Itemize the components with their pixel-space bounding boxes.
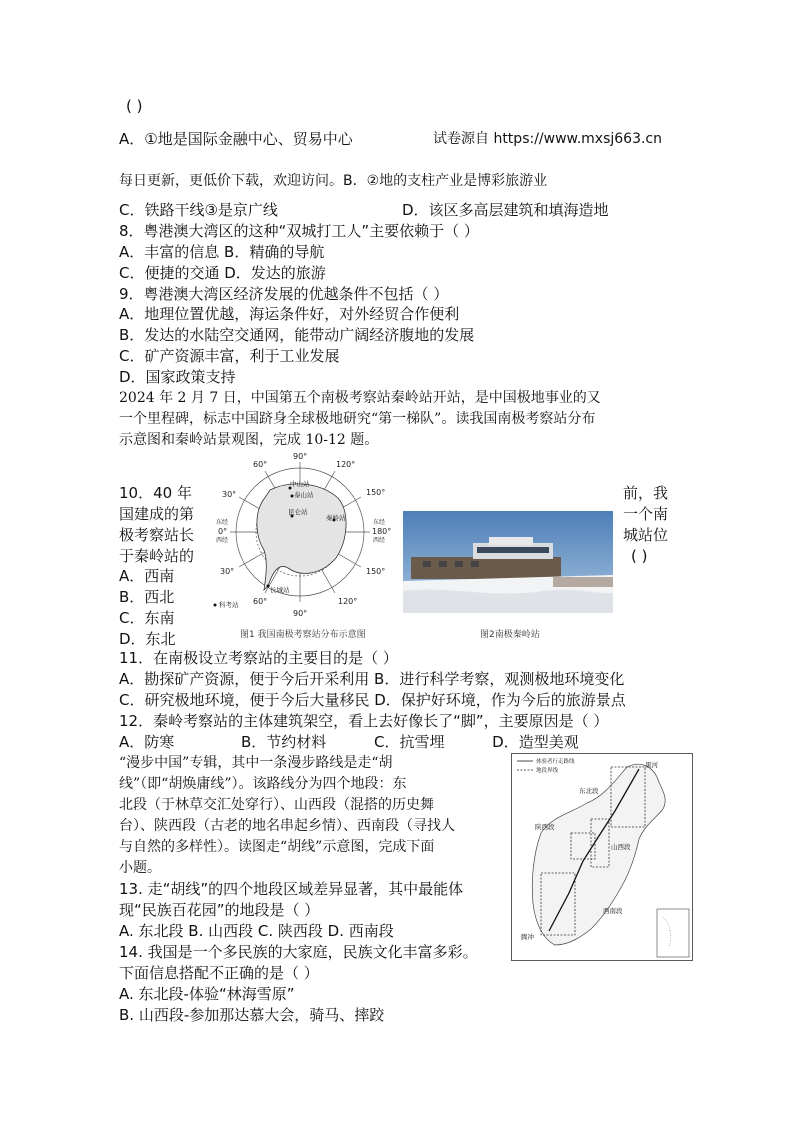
antarctica-landmass — [257, 484, 346, 590]
q8-options-cd: C．便捷的交通 D．发达的旅游 — [119, 264, 326, 282]
q10-right-line1: 前，我 — [623, 484, 669, 502]
hu-line-route-map — [511, 753, 693, 961]
q9-option-b: B．发达的水陆空交通网，能带动广阔经济腹地的发展 — [119, 326, 475, 344]
q10-option-b: B．西北 — [119, 588, 175, 606]
legend-station-label: 科考站 — [219, 601, 239, 609]
east-label-right: 东经 — [373, 519, 386, 526]
lon-120b-label: 120° — [338, 597, 358, 606]
q10-option-d: D．东北 — [119, 630, 176, 648]
q14-line2: 下面信息搭配不正确的是（ ） — [119, 964, 319, 982]
xinan-segment-label: 西南段 — [603, 907, 623, 915]
passage2-line6: 小题。 — [119, 860, 161, 876]
legend-walk-route: 体验者行走路线 — [536, 759, 575, 765]
q8-options-ab: A．丰富的信息 B．精确的导航 — [119, 243, 325, 261]
q9-option-d: D．国家政策支持 — [119, 368, 236, 386]
shaanxi-segment-label: 陕西段 — [535, 823, 555, 831]
lon-180-label: 180° — [372, 527, 392, 536]
q7-option-a: A．①地是国际金融中心、贸易中心 — [119, 130, 353, 148]
lon-60-label: 60° — [253, 460, 268, 469]
east-label-left: 东经 — [216, 519, 229, 526]
q10-option-c: C．东南 — [119, 609, 175, 627]
west-label-right: 西经 — [373, 537, 386, 544]
west-label-left: 西经 — [216, 537, 229, 544]
q14-option-b: B. 山西段-参加那达慕大会，骑马、摔跤 — [119, 1006, 385, 1024]
q11-options-ab: A．勘探矿产资源，便于今后开采利用 B．进行科学考察，观测极地环境变化 — [119, 670, 625, 688]
kunlun-station-label: 昆仑站 — [288, 508, 308, 516]
fig2-caption: 图2南极秦岭站 — [480, 630, 540, 640]
heihe-label: 黑河 — [645, 761, 658, 769]
q9-option-c: C．矿产资源丰富，利于工业发展 — [119, 347, 340, 365]
q10-right-line3: 城站位 — [623, 526, 669, 544]
lon-90b-label: 90° — [293, 609, 308, 618]
passage2-line2: 线”（即“胡焕庸线”）。该路线分为四个地段：东 — [119, 776, 407, 792]
passage1-line3: 示意图和秦岭站景观图，完成 10-12 题。 — [119, 432, 379, 448]
q10-right-line2: 一个南 — [623, 505, 669, 523]
q14-option-a: A. 东北段-体验“林海雪原” — [119, 985, 295, 1003]
q10-left-line2: 国建成的第 — [119, 505, 195, 523]
fig1-caption: 图1 我国南极考察站分布示意图 — [240, 630, 366, 640]
q10-left-line3: 极考察站长 — [119, 526, 195, 544]
q11-stem: 11．在南极设立考察站的主要目的是（ ） — [119, 649, 398, 667]
q8-stem: 8．粤港澳大湾区的这种“双城打工人”主要依赖于（ ） — [119, 222, 479, 240]
dongbei-segment-label: 东北段 — [579, 787, 599, 795]
q9-option-a: A．地理位置优越，海运条件好，对外经贸合作便利 — [119, 305, 460, 323]
q13-line2: 现“民族百花园”的地段是（ ） — [119, 901, 320, 919]
lon-60b-label: 60° — [253, 597, 268, 606]
q7-promo-option-b: 每日更新，更低价下载，欢迎访问。B．②地的支柱产业是博彩旅游业 — [119, 173, 548, 189]
q13-options: A. 东北段 B. 山西段 C. 陕西段 D. 西南段 — [119, 922, 394, 940]
shanxi-segment-label: 山西段 — [611, 843, 631, 851]
lon-90-label: 90° — [293, 452, 308, 461]
tengchong-label: 腾冲 — [521, 933, 534, 941]
passage2-line3: 北段（于林草交汇处穿行）、山西段（混搭的历史舞 — [119, 797, 434, 813]
lon-30b-label: 30° — [220, 567, 235, 576]
antarctica-station-map — [210, 450, 400, 620]
q13-line1: 13. 走“胡线”的四个地段区域差异显著，其中最能体 — [119, 880, 464, 898]
passage2-line5: 与自然的多样性）。读图走“胡线”示意图，完成下面 — [119, 839, 435, 855]
taishan-station-label: 泰山站 — [294, 491, 314, 499]
q12-options: A．防寒 B．节约材料 C．抗雪埋 D．造型美观 — [119, 733, 579, 751]
lon-30-label: 30° — [222, 490, 237, 499]
zhongshan-station-label: 中山站 — [290, 480, 310, 488]
q7-option-c: C．铁路干线③是京广线 — [119, 201, 278, 219]
qinling-station-photo — [403, 511, 613, 613]
lon-150b-label: 150° — [366, 567, 386, 576]
q10-option-a: A．西南 — [119, 567, 175, 585]
south-sea-inset — [657, 909, 689, 957]
watermark-text: 试卷源自 https://www.mxsj663.cn — [433, 131, 662, 147]
passage1-line1: 2024 年 2 月 7 日，中国第五个南极考察站秦岭站开站，是中国极地事业的又 — [119, 390, 601, 406]
q10-left-line1: 10．40 年 — [119, 484, 192, 502]
passage2-line1: “漫步中国”专辑，其中一条漫步路线是走“胡 — [119, 755, 393, 771]
passage1-line2: 一个里程碑，标志中国跻身全球极地研究“第一梯队”。读我国南极考察站分布 — [119, 411, 596, 427]
q9-stem: 9．粤港澳大湾区经济发展的优越条件不包括（ ） — [119, 285, 449, 303]
changcheng-station-label: 长城站 — [270, 586, 290, 594]
lon-0-label: 0° — [218, 527, 228, 536]
passage2-line4: 台）、陕西段（古老的地名串起乡情）、西南段（寻找人 — [119, 818, 455, 834]
lon-150-label: 150° — [366, 488, 386, 497]
q7-option-d: D．该区多高层建筑和填海造地 — [402, 201, 609, 219]
q11-options-cd: C．研究极地环境，便于今后大量移民 D．保护好环境，作为今后的旅游景点 — [119, 691, 626, 709]
qinling-station-label: 秦岭站 — [326, 514, 346, 522]
q14-line1: 14. 我国是一个多民族的大家庭，民族文化丰富多彩。 — [119, 943, 478, 961]
q7-paren: ( ) — [126, 97, 143, 115]
legend-segment-boundary: 地段界线 — [536, 768, 559, 774]
q10-left-line4: 于秦岭站的 — [119, 547, 195, 565]
q12-stem: 12．秦岭考察站的主体建筑架空，看上去好像长了“脚”，主要原因是（ ） — [119, 712, 609, 730]
q10-right-line4: ( ) — [631, 547, 648, 565]
lon-120-label: 120° — [336, 460, 356, 469]
station-lower-block — [411, 557, 561, 579]
